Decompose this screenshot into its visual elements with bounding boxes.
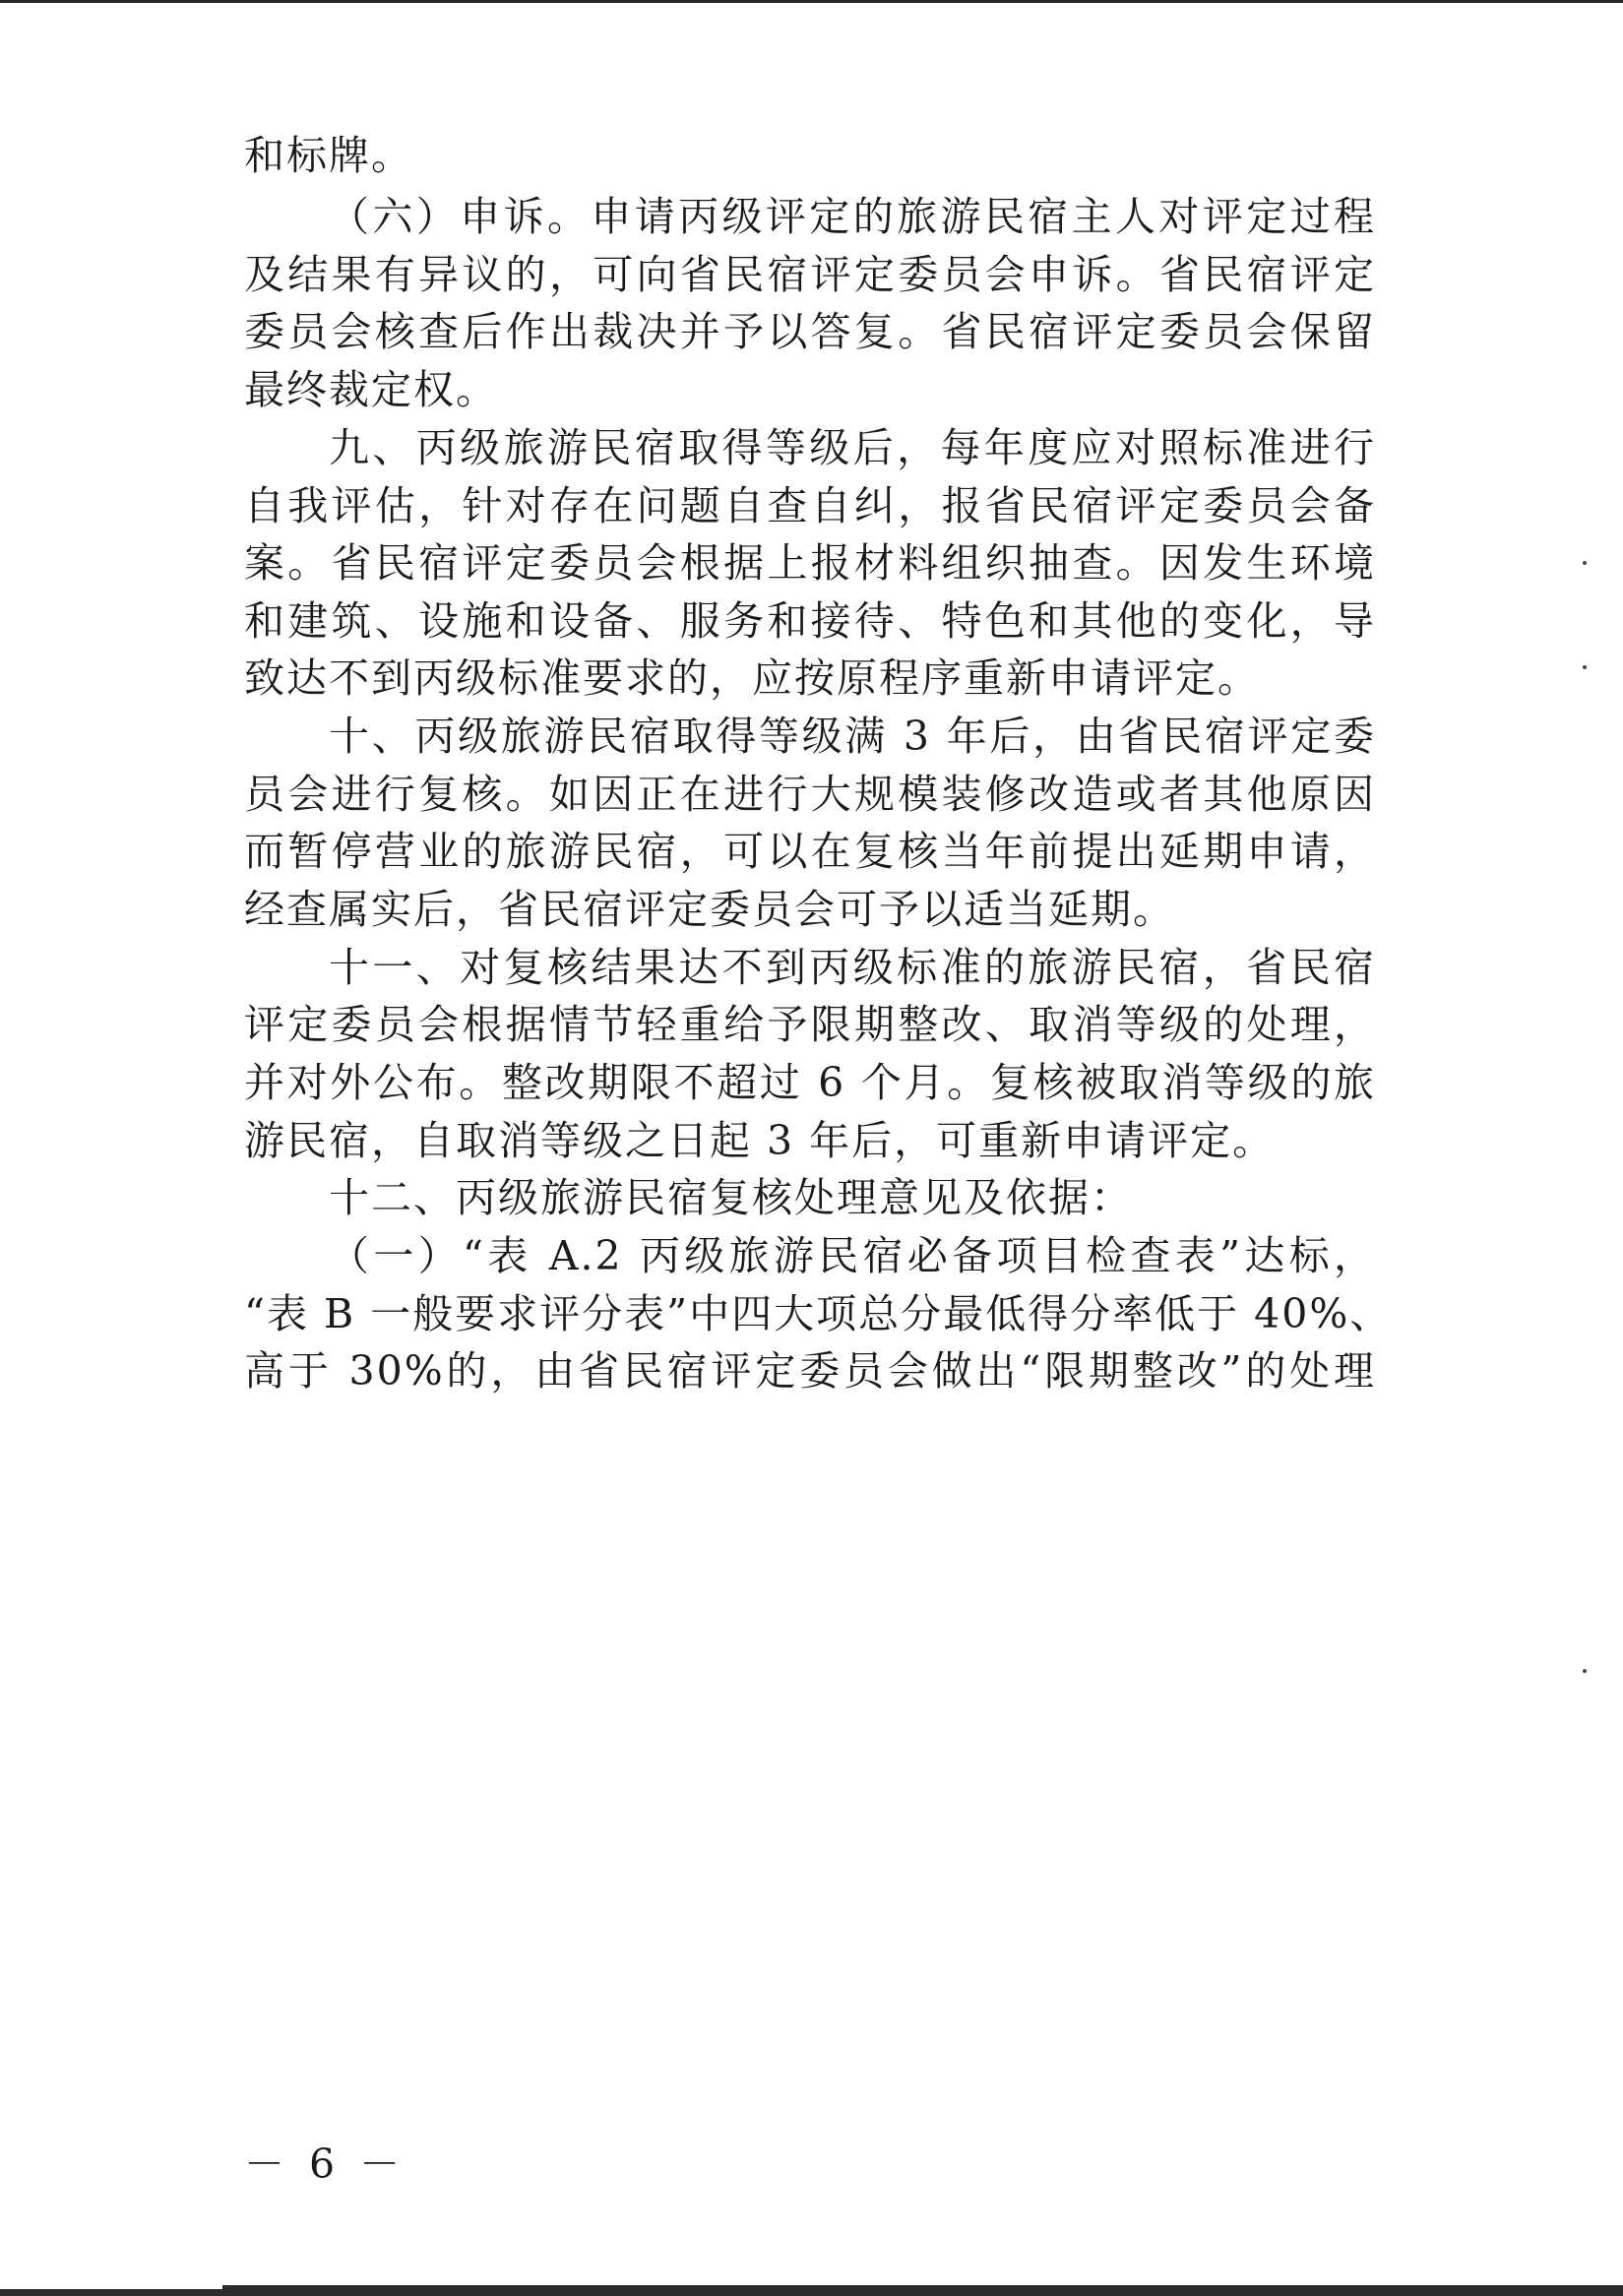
scan-speck [1583,1669,1587,1673]
text-line: 十二、丙级旅游民宿复核处理意见及依据： [329,1174,1133,1221]
text-line: 和标牌。 [244,132,413,179]
text-line: （六）申诉。申请丙级评定的旅游民宿主人对评定过程 [329,193,1376,240]
text-line: 九、丙级旅游民宿取得等级后，每年度应对照标准进行 [329,424,1376,471]
scan-edge-top [0,0,1623,3]
text-line: （一）“表 A.2 丙级旅游民宿必备项目检查表”达标， [329,1232,1376,1279]
text-line: 员会进行复核。如因正在进行大规模装修改造或者其他原因 [244,771,1376,818]
text-line: 高于 30%的，由省民宿评定委员会做出“限期整改”的处理 [244,1347,1376,1395]
scan-speck [1583,561,1587,565]
text-line: 和建筑、设施和设备、服务和接待、特色和其他的变化，导 [244,597,1376,645]
text-line: 游民宿，自取消等级之日起 3 年后，可重新申请评定。 [244,1117,1276,1164]
text-line: 案。省民宿评定委员会根据上报材料组织抽查。因发生环境 [244,539,1376,587]
text-line: 而暂停营业的旅游民宿，可以在复核当年前提出延期申请， [244,828,1376,875]
text-line: 致达不到丙级标准要求的，应按原程序重新申请评定。 [244,654,1260,702]
scan-speck [1583,665,1587,669]
text-line: 十一、对复核结果达不到丙级标准的旅游民宿，省民宿 [329,944,1376,991]
text-line: 及结果有异议的，可向省民宿评定委员会申诉。省民宿评定 [244,251,1376,298]
text-line: 并对外公布。整改期限不超过 6 个月。复核被取消等级的旅 [244,1059,1376,1106]
text-line: 委员会核查后作出裁决并予以答复。省民宿评定委员会保留 [244,308,1376,355]
text-line: 评定委员会根据情节轻重给予限期整改、取消等级的处理， [244,1001,1376,1048]
text-line: 十、丙级旅游民宿取得等级满 3 年后，由省民宿评定委 [329,713,1376,760]
text-line: “表 B 一般要求评分表”中四大项总分最低得分率低于 40%、 [244,1290,1393,1337]
text-line: 自我评估，针对存在问题自查自纠，报省民宿评定委员会备 [244,482,1376,529]
text-line: 最终裁定权。 [244,366,498,413]
scan-edge-bottom [0,2289,1623,2296]
page-number: － 6 － [244,2141,406,2188]
text-line: 经查属实后，省民宿评定委员会可予以适当延期。 [244,886,1175,933]
